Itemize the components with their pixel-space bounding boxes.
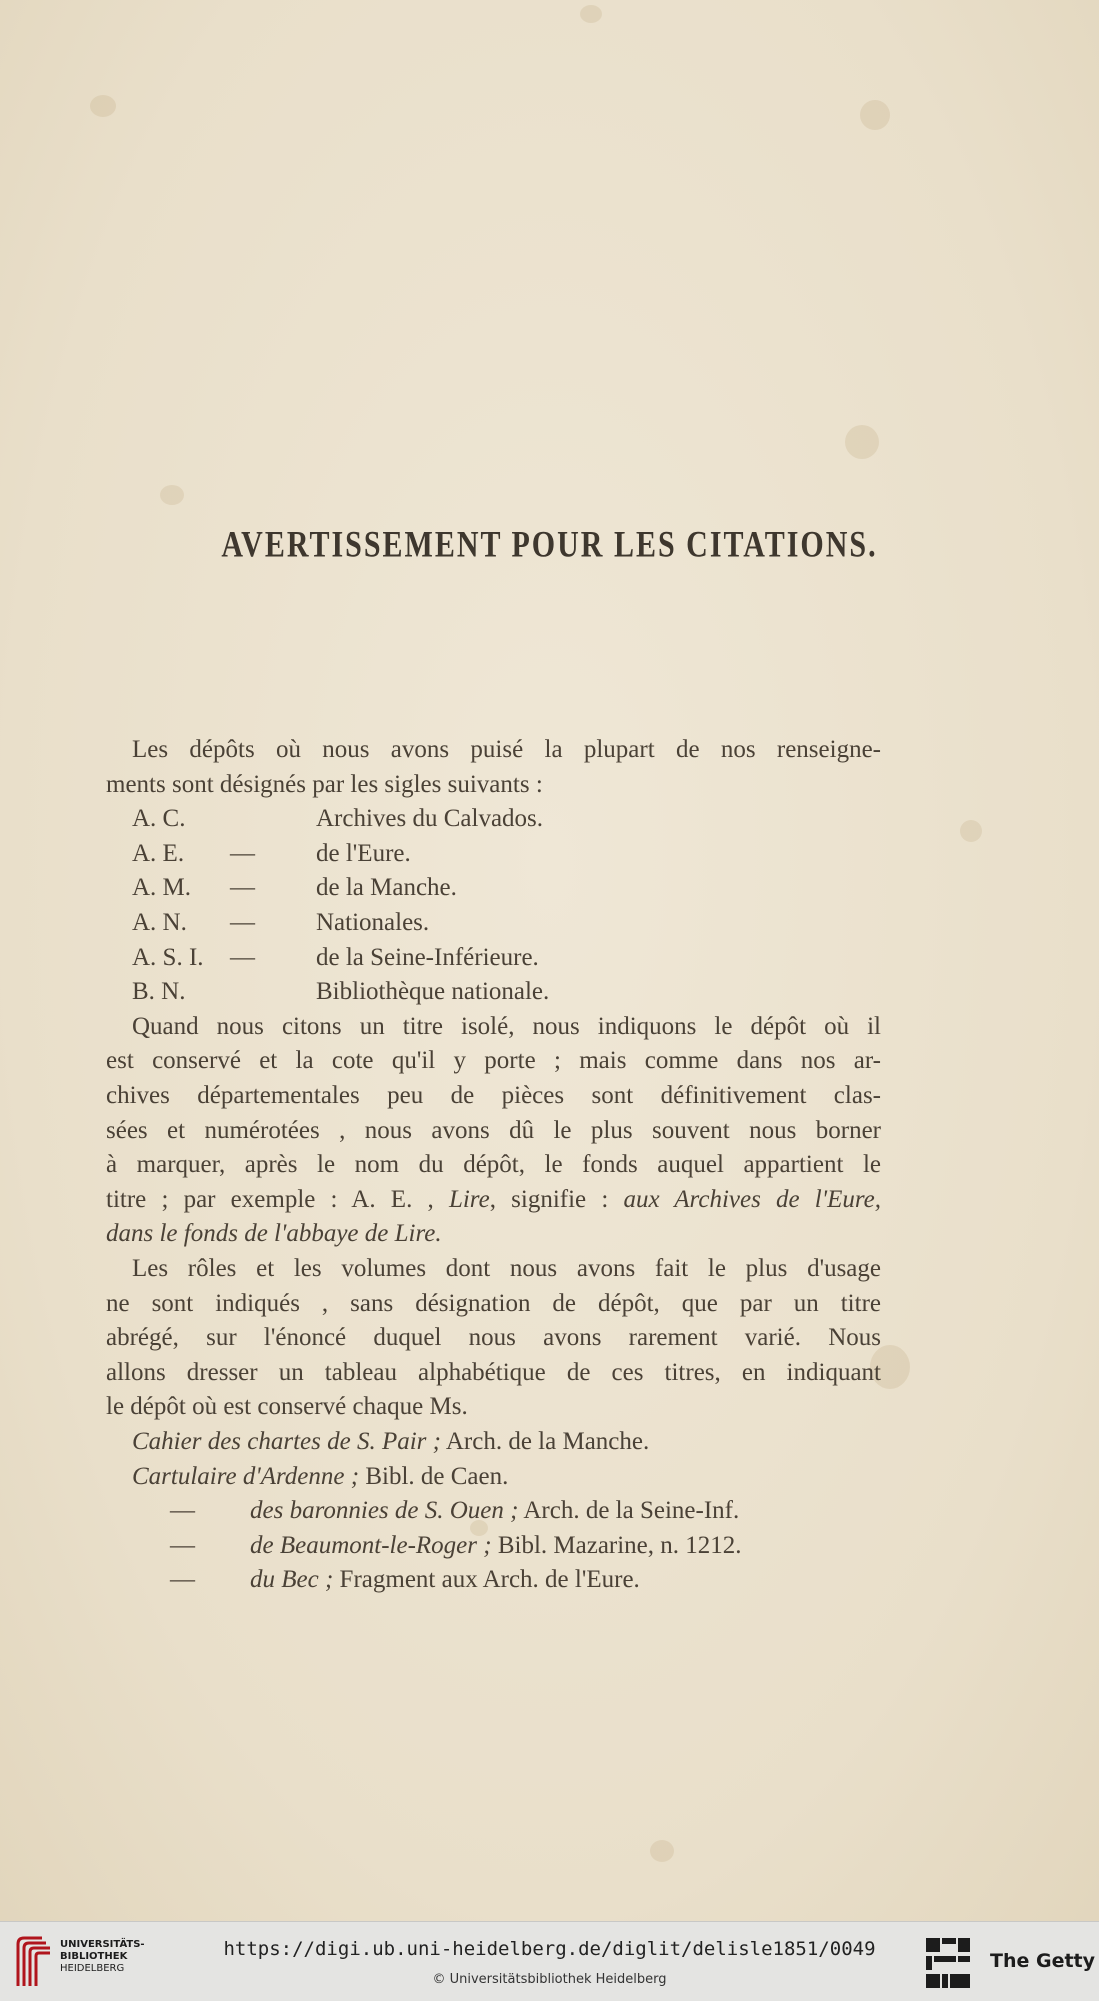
sigle-name: Nationales. <box>316 909 430 936</box>
sigle-row <box>132 837 881 871</box>
paragraph-line: abrégé, sur l'énoncé duquel nous avons rarement varié. Nous <box>106 1324 881 1352</box>
catalog-dash: — <box>170 1566 195 1594</box>
sigle-code: A. M. <box>132 874 192 902</box>
example-fonds: Lire <box>448 1185 490 1213</box>
sigle-code: B. N. <box>132 978 186 1006</box>
catalog-title: Cahier des chartes de S. Pair ; <box>132 1428 441 1455</box>
sigle-dash: — <box>230 874 255 902</box>
catalog-entry <box>132 1529 881 1563</box>
catalog-entry <box>132 1460 881 1494</box>
paragraph-line: sées et numérotées , nous avons dû le plus souvent nous borner <box>106 1116 881 1144</box>
catalog-location: Arch. de la Seine-Inf. <box>518 1497 740 1525</box>
sigle-code: A. S. I. <box>132 943 204 971</box>
example-meaning: dans le fonds de l'abbaye de Lire. <box>106 1220 442 1248</box>
getty-wordmark: The Getty <box>990 1950 1096 1972</box>
catalog-dash: — <box>170 1531 195 1559</box>
paragraph-line: le dépôt où est conservé chaque Ms. <box>106 1393 468 1421</box>
example-meaning: aux Archives de l'Eure, <box>623 1185 881 1213</box>
text-run: titre ; par exemple : A. E. , <box>106 1185 449 1213</box>
paragraph-line: ne sont indiqués , sans désignation de dépôt, que par un titre <box>106 1289 881 1317</box>
catalog-title: des baronnies de S. Ouen ; <box>250 1497 519 1525</box>
catalog-dash: — <box>170 1497 195 1525</box>
paragraph-line <box>106 1217 881 1251</box>
paragraph-line: ments sont désignés par les sigles suivants : <box>106 770 543 798</box>
paragraph-line: chives départementales peu de pièces sont définitivement clas- <box>106 1082 881 1109</box>
sigle-row <box>132 941 881 975</box>
sigle-code: A. C. <box>132 805 186 833</box>
text-run: , signifie : <box>489 1185 624 1213</box>
sigle-row <box>132 802 881 836</box>
catalog-location: Fragment aux Arch. de l'Eure. <box>333 1566 640 1594</box>
catalog-location: Bibl. Mazarine, n. 1212. <box>491 1531 742 1559</box>
paragraph-line: allons dresser un tableau alphabétique de ces titres, en indiquant <box>106 1358 881 1386</box>
paragraph-line: Les rôles et les volumes dont nous avons fait le plus d'usage <box>132 1255 881 1282</box>
sigle-code: A. E. <box>132 839 185 867</box>
catalog-location: Arch. de la Manche. <box>440 1428 650 1455</box>
catalog-title: du Bec ; <box>250 1566 334 1594</box>
getty-logo-icon[interactable] <box>924 1934 972 1990</box>
sigle-name: Archives du Calvados. <box>316 805 544 833</box>
sigle-dash: — <box>230 909 255 936</box>
catalog-title: Cartulaire d'Ardenne ; <box>132 1462 360 1490</box>
sigle-name: de la Manche. <box>316 874 457 902</box>
permalink-url[interactable]: https://digi.ub.uni-heidelberg.de/diglit/delisle1851/0049 <box>223 1938 876 1960</box>
sigle-name: Bibliothèque nationale. <box>316 978 550 1006</box>
sigle-row <box>132 871 881 905</box>
ub-heidelberg-wordmark: UNIVERSITÄTS- BIBLIOTHEK HEIDELBERG <box>60 1939 145 1974</box>
page-title: AVERTISSEMENT POUR LES CITATIONS. <box>221 523 878 565</box>
catalog-entry <box>132 1425 881 1459</box>
paragraph-line: est conservé et la cote qu'il y porte ; mais comme dans nos ar- <box>106 1047 881 1075</box>
footer-bar <box>0 1921 1099 2001</box>
catalog-title: de Beaumont-le-Roger ; <box>250 1531 492 1559</box>
catalog-entry <box>132 1563 881 1597</box>
sigle-dash: — <box>230 839 255 867</box>
sigle-code: A. N. <box>132 909 187 936</box>
sigle-row <box>132 906 881 940</box>
paragraph-line <box>106 1183 881 1217</box>
sigle-name: de l'Eure. <box>316 839 411 867</box>
paragraph-line: à marquer, après le nom du dépôt, le fonds auquel appartient le <box>106 1151 881 1179</box>
catalog-entry <box>132 1494 881 1528</box>
sigle-name: de la Seine-Inférieure. <box>316 943 539 971</box>
sigle-row <box>132 975 881 1009</box>
catalog-location: Bibl. de Caen. <box>359 1462 509 1490</box>
sigle-dash: — <box>230 943 255 971</box>
paragraph-line: Quand nous citons un titre isolé, nous indiquons le dépôt où il <box>132 1012 881 1040</box>
paragraph-line: Les dépôts où nous avons puisé la plupart de nos renseigne- <box>132 736 881 763</box>
copyright-notice: © Universitätsbibliothek Heidelberg <box>432 1972 667 1987</box>
